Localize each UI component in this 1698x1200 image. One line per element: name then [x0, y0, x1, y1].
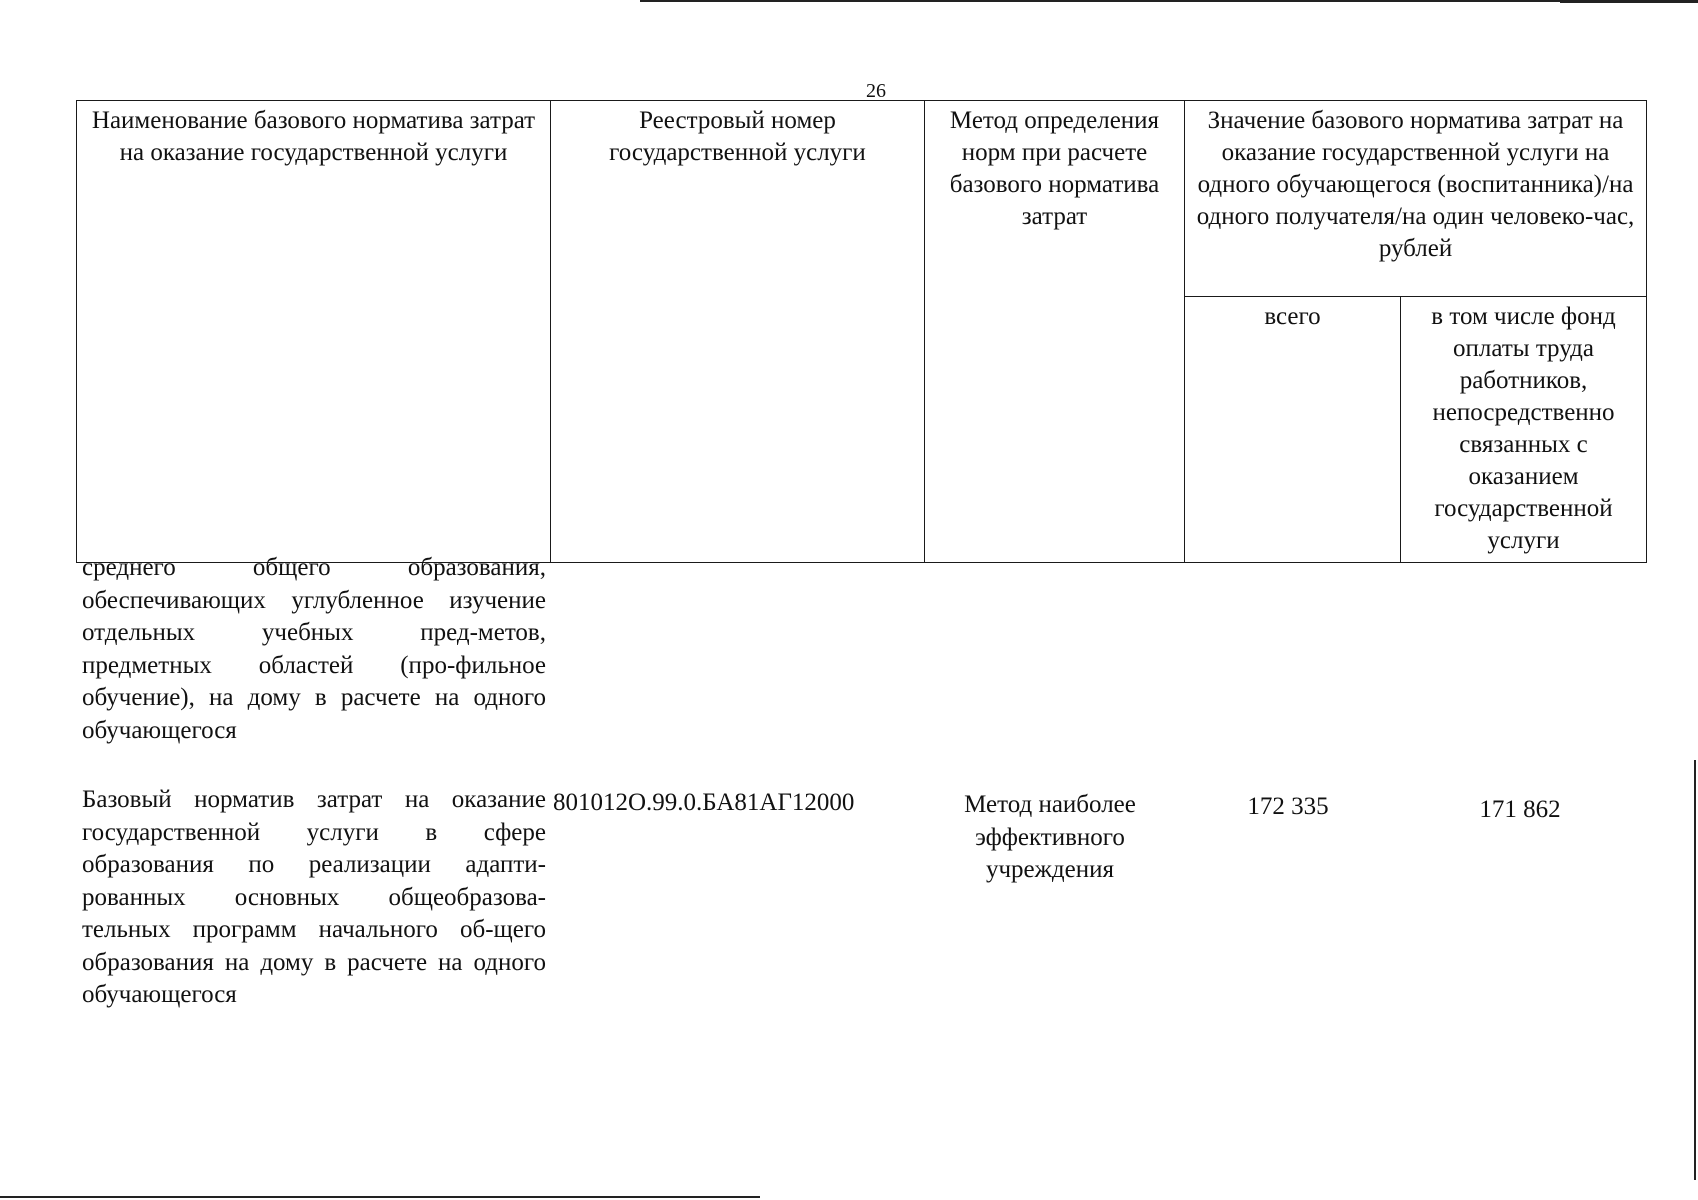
header-payroll: в том числе фонд оплаты труда работников, непосредственно связанных с оказанием государственной услуги — [1401, 297, 1647, 563]
scan-edge-top — [640, 0, 1698, 2]
row-2-name: Базовый норматив затрат на оказание государственной услуги в сфере образования по реализации адапти-рованных основных общеобразова-тельных программ начального об-щего образования на дому в расчете на одного обучающегося — [82, 786, 546, 1008]
scan-edge-bottom — [0, 1196, 760, 1198]
row-2-method: Метод наиболее эффективного учреждения — [964, 791, 1136, 883]
table-header — [76, 100, 1647, 563]
header-name: Наименование базового норматива затрат на оказание государственной услуги — [77, 101, 551, 563]
row-2-registry-number: 801012О.99.0.БА81АГ12000 — [553, 789, 855, 816]
header-total: всего — [1185, 297, 1401, 563]
page-number: 26 — [866, 80, 886, 102]
header-norm-value: Значение базового норматива затрат на оказание государственной услуги на одного обучающегося (воспитанника)/на одного получателя/на один человеко-час, рублей — [1185, 101, 1647, 297]
row-1-name: среднего общего образования, обеспечивающих углубленное изучение отдельных учебных пред-метов, предметных областей (про-фильное обучение), на дому в расчете на одного обучающегося — [82, 554, 546, 744]
row-2-payroll: 171 862 — [1479, 796, 1561, 823]
scan-edge-top-right — [1560, 0, 1698, 3]
scan-edge-right — [1694, 760, 1696, 1180]
row-2-total: 172 335 — [1247, 793, 1329, 820]
header-registry-number: Реестровый номер государственной услуги — [551, 101, 925, 563]
header-method: Метод определения норм при расчете базового норматива затрат — [925, 101, 1185, 563]
